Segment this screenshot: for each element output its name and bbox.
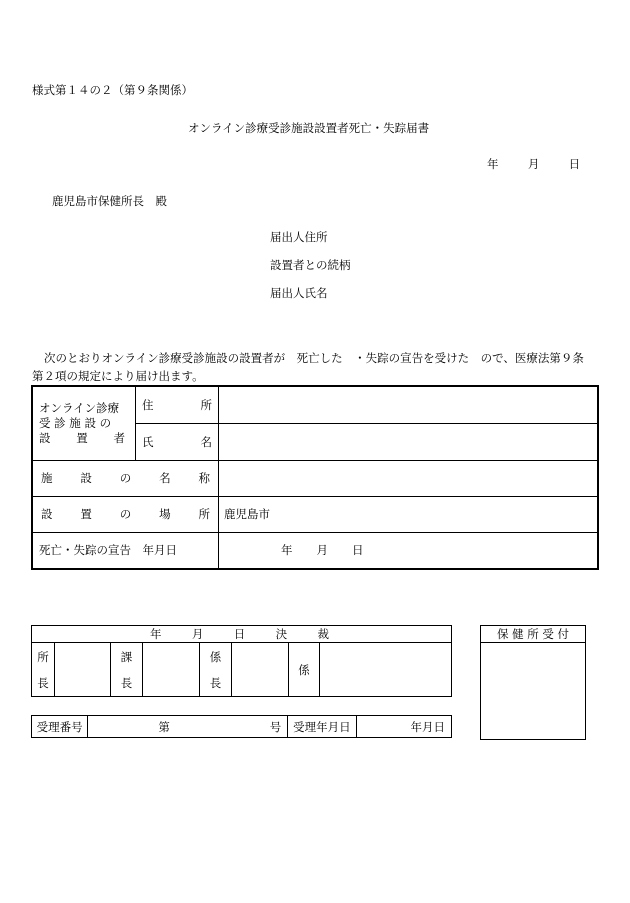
- section-chief-label: 課 長: [111, 643, 143, 697]
- name-label-cell: 氏 名: [136, 423, 219, 460]
- name-value-cell[interactable]: [219, 423, 599, 460]
- staff-cell: [289, 643, 452, 697]
- office-stamp-area[interactable]: [481, 643, 586, 740]
- year-label: 年: [487, 157, 499, 171]
- body-text-line1: 次のとおりオンライン診療受診施設の設置者が 死亡した ・失踪の宣告を受けた ので、医療法第９条: [44, 351, 584, 365]
- month-label: 月: [527, 157, 540, 171]
- receipt-date-value[interactable]: 年 月 日: [356, 716, 452, 738]
- chief-stamp-cell[interactable]: [55, 643, 111, 697]
- subsection-chief-stamp-cell[interactable]: [232, 643, 289, 697]
- death-date-value-cell[interactable]: 年 月 日: [219, 532, 599, 569]
- subsection-chief-label: 係 長: [200, 643, 232, 697]
- body-text-line2: 第２項の規定により届け出ます。: [32, 369, 204, 383]
- section-chief-stamp-cell[interactable]: [143, 643, 200, 697]
- office-stamp-box: [480, 625, 586, 740]
- staff-stamp-cell[interactable]: [320, 643, 451, 696]
- facility-name-label-cell: 施 設 の 名 称: [32, 460, 219, 496]
- location-label-cell: 設 置 の 場 所: [32, 496, 219, 532]
- notifier-name-label: 届出人氏名: [270, 286, 328, 300]
- chief-label: 所 長: [32, 643, 55, 697]
- receipt-date-label: 受理年月日: [288, 716, 356, 738]
- facility-name-value-cell[interactable]: [219, 460, 599, 496]
- office-stamp-label: 保 健 所 受 付: [481, 626, 586, 643]
- notifier-address-label: 届出人住所: [270, 230, 328, 244]
- day-label: 日: [568, 157, 581, 171]
- receipt-number-value[interactable]: 第 号: [88, 716, 288, 738]
- death-date-label-cell: 死亡・失踪の宣告 年月日: [32, 532, 219, 569]
- address-label-cell: 住 所: [136, 386, 219, 423]
- document-title: オンライン診療受診施設設置者死亡・失踪届書: [188, 121, 430, 135]
- owner-label-line3: 設 置 者: [39, 430, 125, 445]
- owner-label-line2: 受 診 施 設 の: [39, 415, 112, 430]
- location-value-cell[interactable]: 鹿児島市: [219, 496, 599, 532]
- approval-table: [31, 625, 452, 697]
- form-number: 様式第１４の２（第９条関係）: [32, 83, 193, 97]
- approval-header: 年 月 日 決 裁: [32, 626, 452, 643]
- date-line: [487, 156, 580, 172]
- owner-label-line1: オンライン診療: [39, 400, 120, 415]
- owner-label-cell: [32, 386, 136, 460]
- receipt-number-label: 受理番号: [32, 716, 88, 738]
- main-table: [31, 385, 599, 570]
- notifier-relation-label: 設置者との続柄: [270, 258, 351, 272]
- address-value-cell[interactable]: [219, 386, 599, 423]
- receipt-table: [31, 715, 452, 738]
- addressee: 鹿児島市保健所長 殿: [52, 194, 167, 208]
- staff-label: 係: [289, 643, 320, 696]
